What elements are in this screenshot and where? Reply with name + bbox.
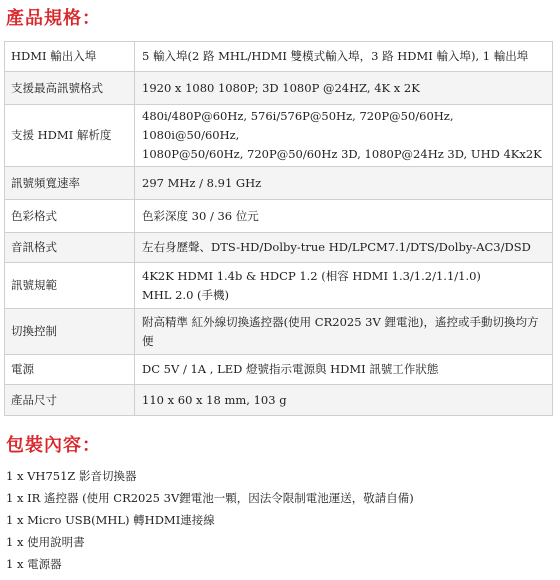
package-item: 1 x 電源器 bbox=[6, 557, 62, 571]
spec-value bbox=[135, 385, 553, 416]
spec-value bbox=[135, 105, 553, 167]
spec-row bbox=[5, 167, 553, 200]
spec-row bbox=[5, 72, 553, 105]
package-item: 1 x VH751Z 影音切換器 bbox=[6, 469, 137, 483]
spec-value-line: 297 MHz / 8.91 GHz bbox=[142, 175, 262, 190]
package-item: 1 x Micro USB(MHL) 轉HDMI連接線 bbox=[6, 513, 215, 527]
spec-value bbox=[135, 200, 553, 233]
package-item: 1 x IR 遙控器 (使用 CR2025 3V鋰電池一顆，因法令限制電池運送，敬請自備) bbox=[6, 491, 414, 505]
spec-value bbox=[135, 233, 553, 263]
spec-value-line: 480i/480P@60Hz, 576i/576P@50Hz, 720P@50/60Hz, 1080i@50/60Hz, bbox=[142, 109, 454, 142]
spec-value-line: 色彩深度 30 / 36 位元 bbox=[142, 208, 259, 223]
spec-label: HDMI 輸出入埠 bbox=[5, 42, 135, 72]
spec-value bbox=[135, 167, 553, 200]
spec-row bbox=[5, 385, 553, 416]
spec-value-line: 左右身歷聲、DTS-HD/Dolby-true HD/LPCM7.1/DTS/Dolby-AC3/DSD bbox=[142, 240, 531, 254]
spec-value-line: 1920 x 1080 1080P; 3D 1080P @24HZ, 4K x 2K bbox=[142, 80, 420, 95]
spec-table bbox=[4, 41, 553, 416]
spec-value-line: 附高精準 紅外線切換遙控器(使用 CR2025 3V 鋰電池)，遙控或手動切換均方 bbox=[142, 314, 539, 329]
spec-value bbox=[135, 72, 553, 105]
spec-row bbox=[5, 200, 553, 233]
spec-row bbox=[5, 309, 553, 355]
spec-value bbox=[135, 355, 553, 385]
spec-value-line: DC 5V / 1A , LED 燈號指示電源與 HDMI 訊號工作狀態 bbox=[142, 362, 439, 376]
spec-value bbox=[135, 42, 553, 72]
spec-label: 音訊格式 bbox=[5, 233, 135, 263]
spec-value-line: 110 x 60 x 18 mm, 103 g bbox=[142, 392, 287, 407]
spec-label: 產品尺寸 bbox=[5, 385, 135, 416]
spec-label: 切換控制 bbox=[5, 309, 135, 355]
spec-label: 電源 bbox=[5, 355, 135, 385]
spec-value-line: 5 輸入埠(2 路 MHL/HDMI 雙模式輸入埠，3 路 HDMI 輸入埠), 1 輸出埠 bbox=[142, 49, 529, 63]
package-item: 1 x 使用說明書 bbox=[6, 535, 85, 549]
spec-label: 訊號規範 bbox=[5, 263, 135, 309]
spec-row bbox=[5, 105, 553, 167]
spec-label: 支援 HDMI 解析度 bbox=[5, 105, 135, 167]
package-title: 包裝內容： bbox=[6, 435, 101, 456]
spec-value bbox=[135, 309, 553, 355]
spec-value-line: 4K2K HDMI 1.4b & HDCP 1.2 (相容 HDMI 1.3/1.2/1.1/1.0) bbox=[142, 268, 481, 283]
spec-label: 支援最高訊號格式 bbox=[5, 72, 135, 105]
spec-value-line: 1080P@50/60Hz, 720P@50/60Hz 3D, 1080P@24Hz 3D, UHD 4Kx2K bbox=[142, 147, 542, 161]
spec-value-line: 便 bbox=[142, 333, 154, 348]
spec-row bbox=[5, 355, 553, 385]
spec-value-line: MHL 2.0 (手機) bbox=[142, 287, 230, 302]
spec-row bbox=[5, 263, 553, 309]
spec-label: 訊號頻寬速率 bbox=[5, 167, 135, 200]
spec-row bbox=[5, 233, 553, 263]
specs-title: 產品規格： bbox=[6, 8, 101, 29]
package-list bbox=[6, 465, 414, 575]
spec-value bbox=[135, 263, 553, 309]
spec-label: 色彩格式 bbox=[5, 200, 135, 233]
spec-row bbox=[5, 42, 553, 72]
